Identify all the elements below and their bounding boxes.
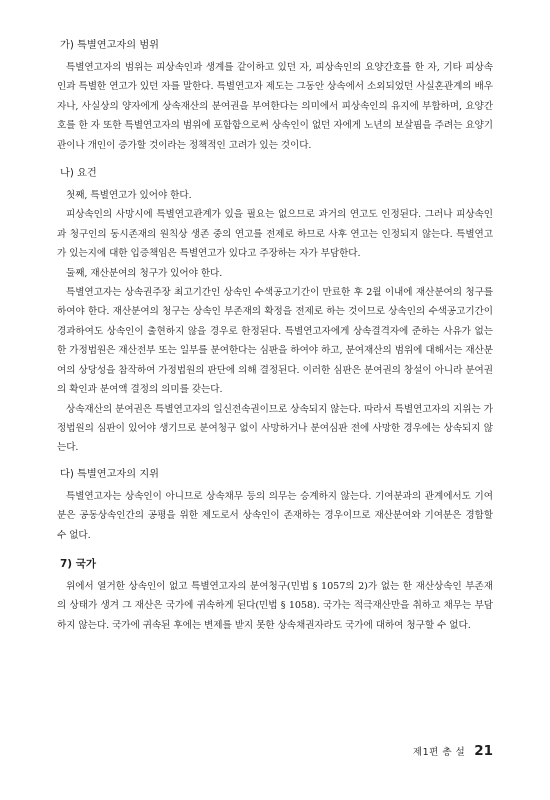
paragraph: 피상속인의 사망시에 특별연고관계가 있을 필요는 없으므로 과거의 연고도 인정된다. 그러나 피상속인과 청구인의 동시존재의 원칙상 생존 중의 연고를 전제로 하므로 사후 연고는 인정되지 않는다. 특별연고가 있는지에 대한 입증책임은 특별연고가 있다고 주장하는 자가 부담한다. [57,209,493,260]
page-number: 21 [474,743,493,759]
page-footer [413,743,493,759]
paragraph: 특별연고자는 상속인이 아니므로 상속채무 등의 의무는 승계하지 않는다. 기여분과의 관계에서도 기여분은 공동상속인간의 공평을 위한 제도로서 상속인이 존재하는 경우이므로 재산분여와 기여분은 경합할 수 없다. [57,490,493,541]
section-requirements [57,167,493,458]
section-status [57,468,493,545]
paragraph: 첫째, 특별연고가 있어야 한다. [66,190,192,202]
section-state [57,557,493,635]
page-body [57,39,493,635]
paragraph: 특별연고자의 범위는 피상속인과 생계를 같이하고 있던 자, 피상속인의 요양간호를 한 자, 기타 피상속인과 특별한 연고가 있던 자를 말한다. 특별연고자 제도는 그동안 상속에서 소외되었던 사실혼관계의 배우자나, 사실상의 양자에게 상속재산의 분여권을 부여한다는 의미에서 피상속인의 유지에 부합하며, 요양간호를 한 자 또한 특별연고자의 범위에 포함함으로써 상속인이 없던 자에게 노년의 보살핌을 주려는 요양기관이나 개인이 증가할 것이라는 정책적인 고려가 있는 것이다. [57,62,493,151]
major-section-heading: 7) 국가 [60,557,97,570]
footer-section-label: 제1편 총 설 [412,747,466,758]
paragraph: 위에서 열거한 상속인이 없고 특별연고자의 분여청구(민법 § 1057의 2)가 없는 한 재산상속인 부존재의 상태가 생겨 그 재산은 국가에 귀속하게 된다(민법 § 1058). 국가는 적극재산만을 취하고 채무는 부담하지 않는다. 국가에 귀속된 후에는 변제를 받지 못한 상속채권자라도 국가에 대하여 청구할 수 없다. [57,580,493,631]
section-heading: 나) 요건 [60,168,97,180]
paragraph: 상속재산의 분여권은 특별연고자의 일신전속권이므로 상속되지 않는다. 따라서 특별연고자의 지위는 가정법원의 심판이 있어야 생기므로 분여청구 없이 사망하거나 분여심판 전에 사망한 경우에는 상속되지 않는다. [57,403,493,454]
section-heading: 가) 특별연고자의 범위 [60,40,160,51]
section-heading: 다) 특별연고자의 지위 [60,468,160,480]
section-scope [57,39,493,155]
paragraph: 특별연고자는 상속권주장 최고기간인 상속인 수색공고기간이 만료한 후 2월 이내에 재산분여의 청구를 하여야 한다. 재산분여의 청구는 상속인 부존재의 확정을 전제로 하는 것이므로 상속인의 수색공고기간이 경과하여도 상속인이 출현하지 않을 경우로 한정된다. 특별연고자에게 상속결격자에 준하는 사유가 없는 한 가정법원은 재산전부 또는 일부를 분여한다는 심판을 하여야 하고, 분여재산의 범위에 대해서는 재산분여의 상당성을 참작하여 가정법원의 판단에 의해 결정된다. 이러한 심판은 분여권의 창설이 아니라 분여권의 확인과 분여액 결정의 의미를 갖는다. [57,287,493,396]
paragraph: 둘째, 재산분여의 청구가 있어야 한다. [66,267,223,279]
